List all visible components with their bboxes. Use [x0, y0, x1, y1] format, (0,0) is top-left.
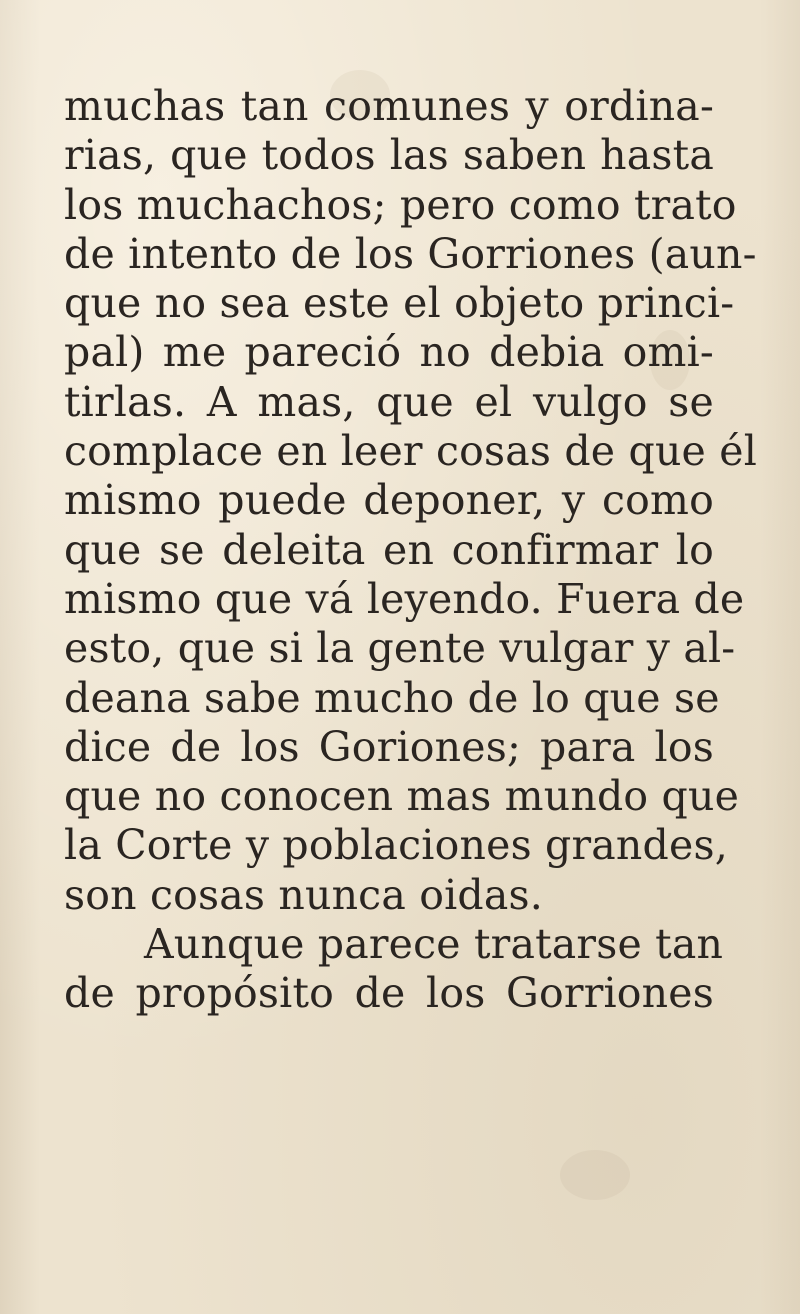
- text-line-14: dice de los Goriones; para los: [64, 722, 714, 771]
- text-line-10: que se deleita en confirmar lo: [64, 525, 714, 574]
- text-line-4: de intento de los Gorriones (aun-: [64, 229, 757, 278]
- paper-stain: [560, 1150, 630, 1200]
- text-line-15: que no conocen mas mundo que: [64, 772, 740, 821]
- text-line-7: tirlas. A mas, que el vulgo se: [64, 377, 714, 426]
- text-line-5: que no sea este el objeto princi-: [64, 279, 735, 328]
- text-line-19: de propósito de los Gorriones: [64, 969, 714, 1018]
- text-line-17: son cosas nunca oidas.: [64, 870, 543, 919]
- text-line-13: deana sabe mucho de lo que se: [64, 673, 720, 722]
- text-line-2: rias, que todos las saben hasta: [64, 131, 714, 180]
- text-line-3: los muchachos; pero como trato: [64, 180, 737, 229]
- text-line-16: la Corte y poblaciones grandes,: [64, 821, 728, 870]
- text-line-1: muchas tan comunes y ordina-: [64, 82, 714, 130]
- text-line-8: complace en leer cosas de que él: [64, 427, 758, 476]
- text-line-12: esto, que si la gente vulgar y al-: [64, 624, 736, 673]
- text-line-18: Aunque parece tratarse tan: [144, 920, 724, 969]
- text-line-11: mismo que vá leyendo. Fuera de: [64, 574, 745, 623]
- text-line-6: pal) me pareció no debia omi-: [64, 328, 714, 377]
- text-line-9: mismo puede deponer, y como: [64, 476, 714, 525]
- page-text: [64, 82, 758, 1019]
